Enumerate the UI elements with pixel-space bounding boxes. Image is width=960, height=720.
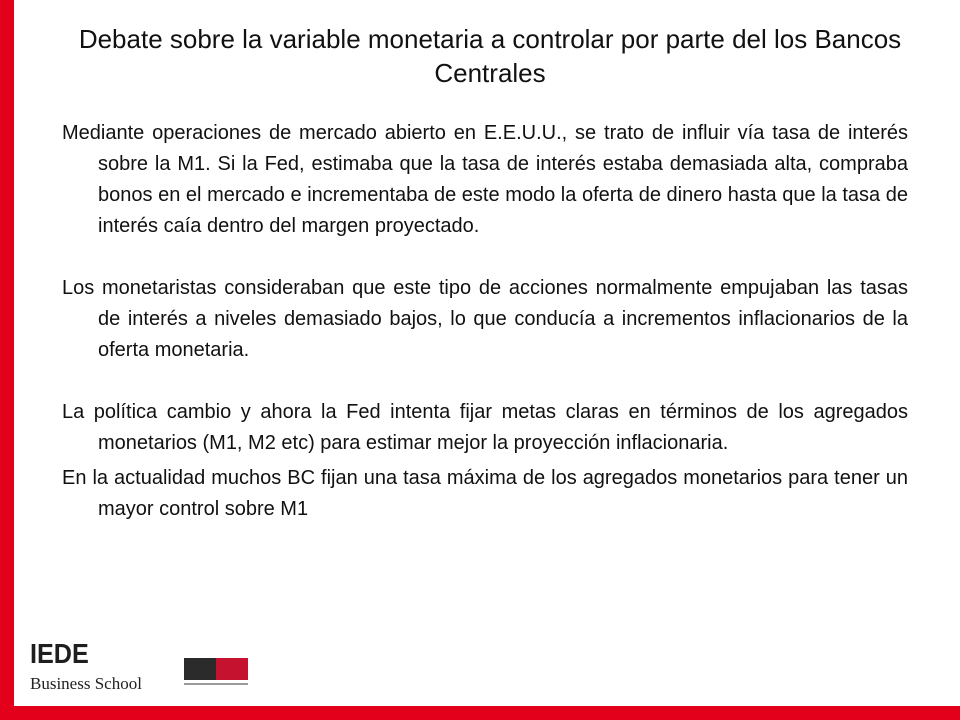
paragraph-open-market: Mediante operaciones de mercado abierto en E.E.U.U., se trato de influir vía tasa de interés sobre la M1. Si la Fed, estimaba que la tasa de interés estaba demasiada alta, compraba bonos en el mercado e incrementaba de este modo la oferta de dinero hasta que la tasa de interés caía dentro del margen proyectado. <box>62 122 908 237</box>
slide-body <box>62 118 908 525</box>
paragraph-policy-change: La política cambio y ahora la Fed intenta fijar metas claras en términos de los agregados monetarios (M1, M2 etc) para estimar mejor la proyección inflacionaria. <box>62 401 908 454</box>
iede-subtitle: Business School <box>30 674 142 693</box>
left-accent-bar <box>0 0 14 720</box>
paragraph-current: En la actualidad muchos BC fijan una tasa máxima de los agregados monetarios para tener un mayor control sobre M1 <box>62 467 908 520</box>
uem-logo-icon <box>184 658 248 688</box>
footer-logos <box>14 628 254 706</box>
iede-logo-icon: IEDE <box>30 638 89 669</box>
paragraph-monetarists: Los monetaristas consideraban que este tipo de acciones normalmente empujaban las tasas de interés a niveles demasiado bajos, lo que conducía a incrementos inflacionarios de la oferta monetaria. <box>62 277 908 361</box>
slide-title: Debate sobre la variable monetaria a controlar por parte del los Bancos Centrales <box>78 24 902 88</box>
bottom-accent-bar <box>0 706 960 720</box>
